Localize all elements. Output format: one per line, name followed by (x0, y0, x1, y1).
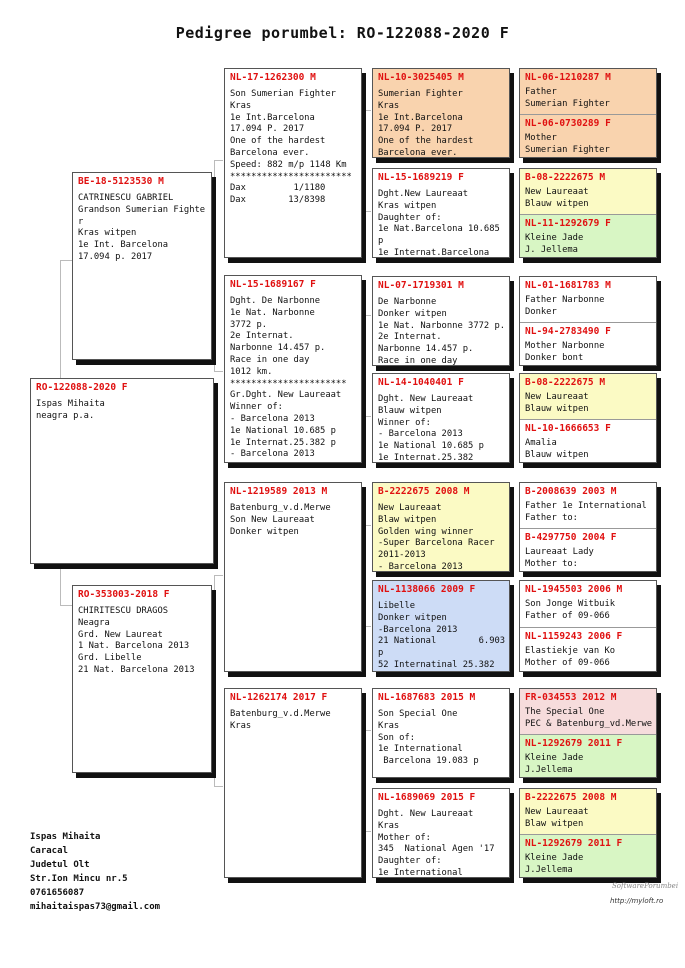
ring-number: B-08-2222675 M (525, 377, 606, 388)
connector-line (362, 110, 371, 212)
pigeon-info: Son Jonge Witbuik Father of 09-066 (525, 599, 616, 621)
ring-number: NL-14-1040401 F (378, 377, 464, 388)
pigeon-info: Batenburg_v.d.Merwe Kras (230, 709, 331, 731)
great-grandparent-card[interactable] (372, 373, 510, 463)
owner-contact: Ispas Mihaita Caracal Judetul Olt Str.Ion Mincu nr.5 0761656087 mihaitaispas73@gmail.com (30, 832, 161, 912)
ring-number: NL-10-3025405 M (378, 72, 464, 83)
pigeon-info: New Laureaat Blaw witpen (525, 807, 589, 829)
ancestor-cell[interactable] (520, 322, 656, 365)
ring-number: NL-1138066 2009 F (378, 584, 476, 595)
ring-number: NL-1687683 2015 M (378, 692, 476, 703)
ring-number: NL-15-1689219 F (378, 172, 464, 183)
ring-number: B-08-2222675 M (525, 172, 606, 183)
pigeon-info: Kleine Jade J. Jellema (525, 233, 584, 255)
great-grandparent-card[interactable] (372, 482, 510, 572)
ring-number: NL-10-1666653 F (525, 423, 611, 434)
pigeon-info: Ispas Mihaita neagra p.a. (36, 399, 105, 421)
ancestor-cell[interactable] (520, 789, 656, 834)
ring-number: NL-17-1262300 M (230, 72, 316, 83)
ring-number: NL-06-0730289 F (525, 118, 611, 129)
ancestor-cell[interactable] (520, 734, 656, 777)
pigeon-info: Dght. New Laureaat Kras Mother of: 345 National Agen '17 Daughter of: 1e International (378, 809, 495, 877)
connector-line (214, 160, 223, 372)
ring-number: NL-1262174 2017 F (230, 692, 328, 703)
website-link[interactable]: http://myloft.ro (610, 897, 664, 905)
ancestor-cell[interactable] (520, 419, 656, 462)
pigeon-info: Kleine Jade J.Jellema (525, 853, 584, 875)
ring-number: NL-1219589 2013 M (230, 486, 328, 497)
subject-card[interactable] (30, 378, 214, 564)
dam-card[interactable] (72, 585, 212, 773)
pigeon-info: Father Narbonne Donker (525, 295, 605, 317)
connector-line (362, 730, 371, 832)
pigeon-info: Amalia Blauw witpen (525, 438, 589, 460)
ring-number: NL-1689069 2015 F (378, 792, 476, 803)
pigeon-info: Kleine Jade J.Jellema (525, 753, 584, 775)
ring-number: FR-034553 2012 M (525, 692, 617, 703)
ring-number: NL-06-1210287 M (525, 72, 611, 83)
pigeon-info: Libelle Donker witpen -Barcelona 2013 21 National 6.903 p 52 Internatinal 25.382 (378, 601, 506, 670)
ancestor-pair-card[interactable] (519, 688, 657, 778)
ring-number: RO-122088-2020 F (36, 382, 128, 393)
software-signature: SoftwarePorumbei (612, 882, 679, 890)
ring-number: NL-11-1292679 F (525, 218, 611, 229)
ancestor-cell[interactable] (520, 627, 656, 671)
great-grandparent-card[interactable] (372, 580, 510, 672)
ancestor-pair-card[interactable] (519, 68, 657, 158)
ancestor-pair-card[interactable] (519, 373, 657, 463)
pigeon-info: De Narbonne Donker witpen 1e Nat. Narbonne 3772 p. 2e Internat. Narbonne 14.457 p. Race in one day (378, 297, 506, 365)
pigeon-info: Mother Sumerian Fighter (525, 133, 610, 155)
ring-number: B-2222675 2008 M (525, 792, 617, 803)
pigeon-info: The Special One PEC & Batenburg_vd.Merwe (525, 707, 653, 729)
pigeon-info: CATRINESCU GABRIEL Grandson Sumerian Fighte r Kras witpen 1e Int. Barcelona 17.094 p. 2017 (78, 193, 206, 262)
ring-number: NL-01-1681783 M (525, 280, 611, 291)
ring-number: NL-1292679 2011 F (525, 738, 623, 749)
ancestor-pair-card[interactable] (519, 788, 657, 878)
pigeon-info: Batenburg_v.d.Merwe Son New Laureaat Donker witpen (230, 503, 331, 537)
ring-number: NL-1292679 2011 F (525, 838, 623, 849)
ancestor-pair-card[interactable] (519, 276, 657, 366)
pigeon-info: New Laureaat Blauw witpen (525, 187, 589, 209)
pigeon-info: CHIRITESCU DRAGOS Neagra Grd. New Laureat 1 Nat. Barcelona 2013 Grd. Libelle 21 Nat. Barcelona 2013 (78, 606, 195, 675)
connector-line (362, 525, 371, 627)
grandparent-card[interactable] (224, 482, 362, 672)
pigeon-info: Son Sumerian Fighter Kras 1e Int.Barcelona 17.094 P. 2017 One of the hardest Barcelona ever. Speed: 882 m/p 1148 Km *********************** Dax 1/1180 Dax 13/8398 (230, 89, 352, 206)
connector-line (214, 575, 223, 787)
grandparent-card[interactable] (224, 68, 362, 258)
grandparent-card[interactable] (224, 688, 362, 878)
ancestor-cell[interactable] (520, 214, 656, 257)
great-grandparent-card[interactable] (372, 788, 510, 878)
ring-number: NL-1159243 2006 F (525, 631, 623, 642)
great-grandparent-card[interactable] (372, 68, 510, 158)
ring-number: B-2222675 2008 M (378, 486, 470, 497)
pigeon-info: Sumerian Fighter Kras 1e Int.Barcelona 17.094 P. 2017 One of the hardest Barcelona ever. (378, 89, 474, 157)
pigeon-info: Elastiekje van Ko Mother of 09-066 (525, 646, 616, 668)
ancestor-cell[interactable] (520, 169, 656, 214)
ancestor-cell[interactable] (520, 483, 656, 528)
ring-number: B-2008639 2003 M (525, 486, 617, 497)
pigeon-info: New Laureaat Blauw witpen (525, 392, 589, 414)
pigeon-info: Dght.New Laureaat Kras witpen Daughter of: 1e Nat.Barcelona 10.685 p 1e Internat.Barcelona (378, 189, 500, 257)
pigeon-info: Father 1e International Father to: (525, 501, 647, 523)
great-grandparent-card[interactable] (372, 276, 510, 366)
ancestor-cell[interactable] (520, 114, 656, 157)
ring-number: NL-15-1689167 F (230, 279, 316, 290)
grandparent-card[interactable] (224, 275, 362, 463)
sire-card[interactable] (72, 172, 212, 360)
page-title: Pedigree porumbel: RO-122088-2020 F (175, 24, 510, 42)
pigeon-info: Laureaat Lady Mother to: (525, 547, 594, 569)
pigeon-info: Son Special One Kras Son of: 1e International Barcelona 19.083 p (378, 709, 479, 767)
pigeon-info: Dght. New Laureaat Blauw witpen Winner of: - Barcelona 2013 1e National 10.685 p 1e Internat.25.382 (378, 394, 484, 462)
ancestor-cell[interactable] (520, 69, 656, 114)
pigeon-info: Dght. De Narbonne 1e Nat. Narbonne 3772 p. 2e Internat. Narbonne 14.457 p. Race in one day 1012 km. ********************** Gr.Dght. New Laureaat Winner of: - Barcelona 2013 1e National 10.685 p 1e Internat.25.382 p - Barcelona 2013 (230, 296, 347, 460)
great-grandparent-card[interactable] (372, 168, 510, 258)
ring-number: BE-18-5123530 M (78, 176, 164, 187)
ring-number: RO-353003-2018 F (78, 589, 170, 600)
ancestor-cell[interactable] (520, 374, 656, 419)
pigeon-info: Father Sumerian Fighter (525, 87, 610, 109)
great-grandparent-card[interactable] (372, 688, 510, 778)
ancestor-cell[interactable] (520, 277, 656, 322)
ancestor-pair-card[interactable] (519, 482, 657, 572)
pigeon-info: New Laureaat Blaw witpen Golden wing winner -Super Barcelona Racer 2011-2013 - Barcelona 2013 (378, 503, 495, 571)
ring-number: B-4297750 2004 F (525, 532, 617, 543)
ancestor-cell[interactable] (520, 834, 656, 877)
ancestor-pair-card[interactable] (519, 168, 657, 258)
ring-number: NL-07-1719301 M (378, 280, 464, 291)
ancestor-cell[interactable] (520, 581, 656, 627)
ancestor-pair-card[interactable] (519, 580, 657, 672)
ancestor-cell[interactable] (520, 528, 656, 571)
pigeon-info: Mother Narbonne Donker bont (525, 341, 605, 363)
ring-number: NL-94-2783490 F (525, 326, 611, 337)
ring-number: NL-1945503 2006 M (525, 584, 623, 595)
connector-line (362, 315, 371, 417)
ancestor-cell[interactable] (520, 689, 656, 734)
